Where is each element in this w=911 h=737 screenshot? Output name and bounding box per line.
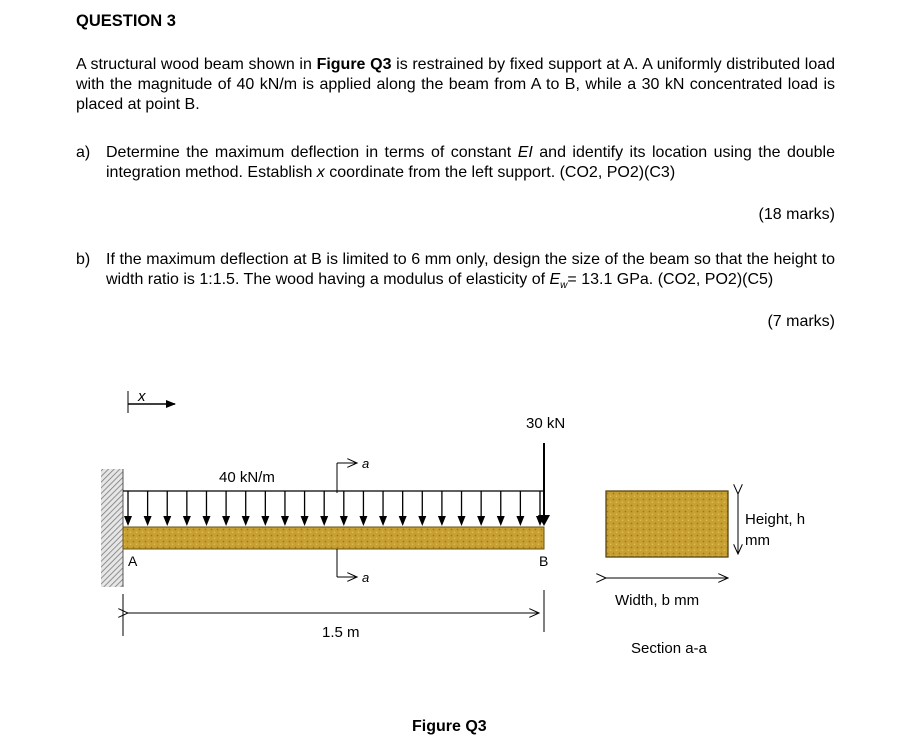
udl-arrowhead: [124, 516, 132, 526]
part-a-text: Determine the maximum deflection in terms of constant EI and identify its location using the double integration method. Establish x coordinate from the left support. (CO2, PO2)(C3): [106, 144, 836, 181]
udl-arrowhead: [359, 516, 367, 526]
udl-arrowhead: [399, 516, 407, 526]
intro-text-end: is restrained by fixed support at A. A uniformly distributed load with the magnitude of 40 kN/m is applied along the beam from A to B, while a 30 kN concentrated load is placed at point B.: [76, 56, 836, 113]
udl-arrowhead: [379, 516, 387, 526]
udl-arrowhead: [202, 516, 210, 526]
question-heading: QUESTION 3: [76, 12, 176, 30]
udl-arrowhead: [340, 516, 348, 526]
section-mark-bottom: a: [362, 570, 370, 585]
point-load: [526, 415, 565, 526]
span-label: 1.5 m: [322, 624, 360, 641]
part-b-label: b): [76, 251, 91, 268]
height-unit: mm: [745, 532, 770, 549]
udl-label: 40 kN/m: [219, 469, 275, 486]
height-label: Height, h: [745, 511, 806, 528]
part-a-label: a): [76, 144, 91, 161]
udl-arrowhead: [418, 516, 426, 526]
udl-arrowhead: [320, 516, 328, 526]
point-load-label: 30 kN: [526, 415, 566, 432]
section-cut-top: [337, 456, 369, 493]
part-a-marks: (18 marks): [758, 206, 835, 223]
section-mark-top: a: [362, 456, 370, 471]
wood-beam: [123, 527, 544, 549]
udl-arrowhead: [281, 516, 289, 526]
end-label-b: B: [539, 553, 549, 569]
udl-arrowhead: [183, 516, 191, 526]
part-b-text: If the maximum deflection at B is limited to 6 mm only, design the size of the beam so that the height to width ratio is 1:1.5. The wood having a modulus of elasticity of $E_w= 13.1$ GPa. (CO2, PO2)(C5): [106, 251, 835, 292]
udl-arrowhead: [497, 516, 505, 526]
udl-arrowhead: [242, 516, 250, 526]
span-dimension: [123, 590, 544, 641]
section-cut-bottom: [337, 549, 369, 585]
udl-arrowhead: [144, 516, 152, 526]
x-symbol: x: [316, 164, 325, 181]
udl-arrowhead: [261, 516, 269, 526]
udl-arrowhead: [301, 516, 309, 526]
distributed-load: [123, 469, 544, 526]
cross-section-rect: [606, 491, 728, 557]
udl-arrowhead: [163, 516, 171, 526]
udl-arrowhead: [458, 516, 466, 526]
x-axis-label: x: [138, 388, 146, 405]
x-axis-indicator: [128, 388, 175, 413]
udl-arrowhead: [477, 516, 485, 526]
section-title: Section a-a: [631, 640, 707, 657]
udl-arrowhead: [438, 516, 446, 526]
ew-symbol: E: [549, 271, 561, 288]
intro-text-start: A structural wood beam shown in: [76, 56, 317, 73]
udl-arrows: [124, 491, 544, 526]
support-label-a: A: [128, 553, 138, 569]
intro-figure-ref: Figure Q3: [316, 56, 392, 73]
fixed-support-wall: [101, 469, 123, 587]
width-label: Width, b mm: [615, 592, 700, 609]
cross-section: [606, 491, 805, 657]
figure-caption: Figure Q3: [412, 718, 487, 735]
udl-arrowhead: [222, 516, 230, 526]
ei-symbol: EI: [517, 144, 533, 161]
udl-arrowhead: [516, 516, 524, 526]
part-b-marks: (7 marks): [767, 313, 835, 330]
